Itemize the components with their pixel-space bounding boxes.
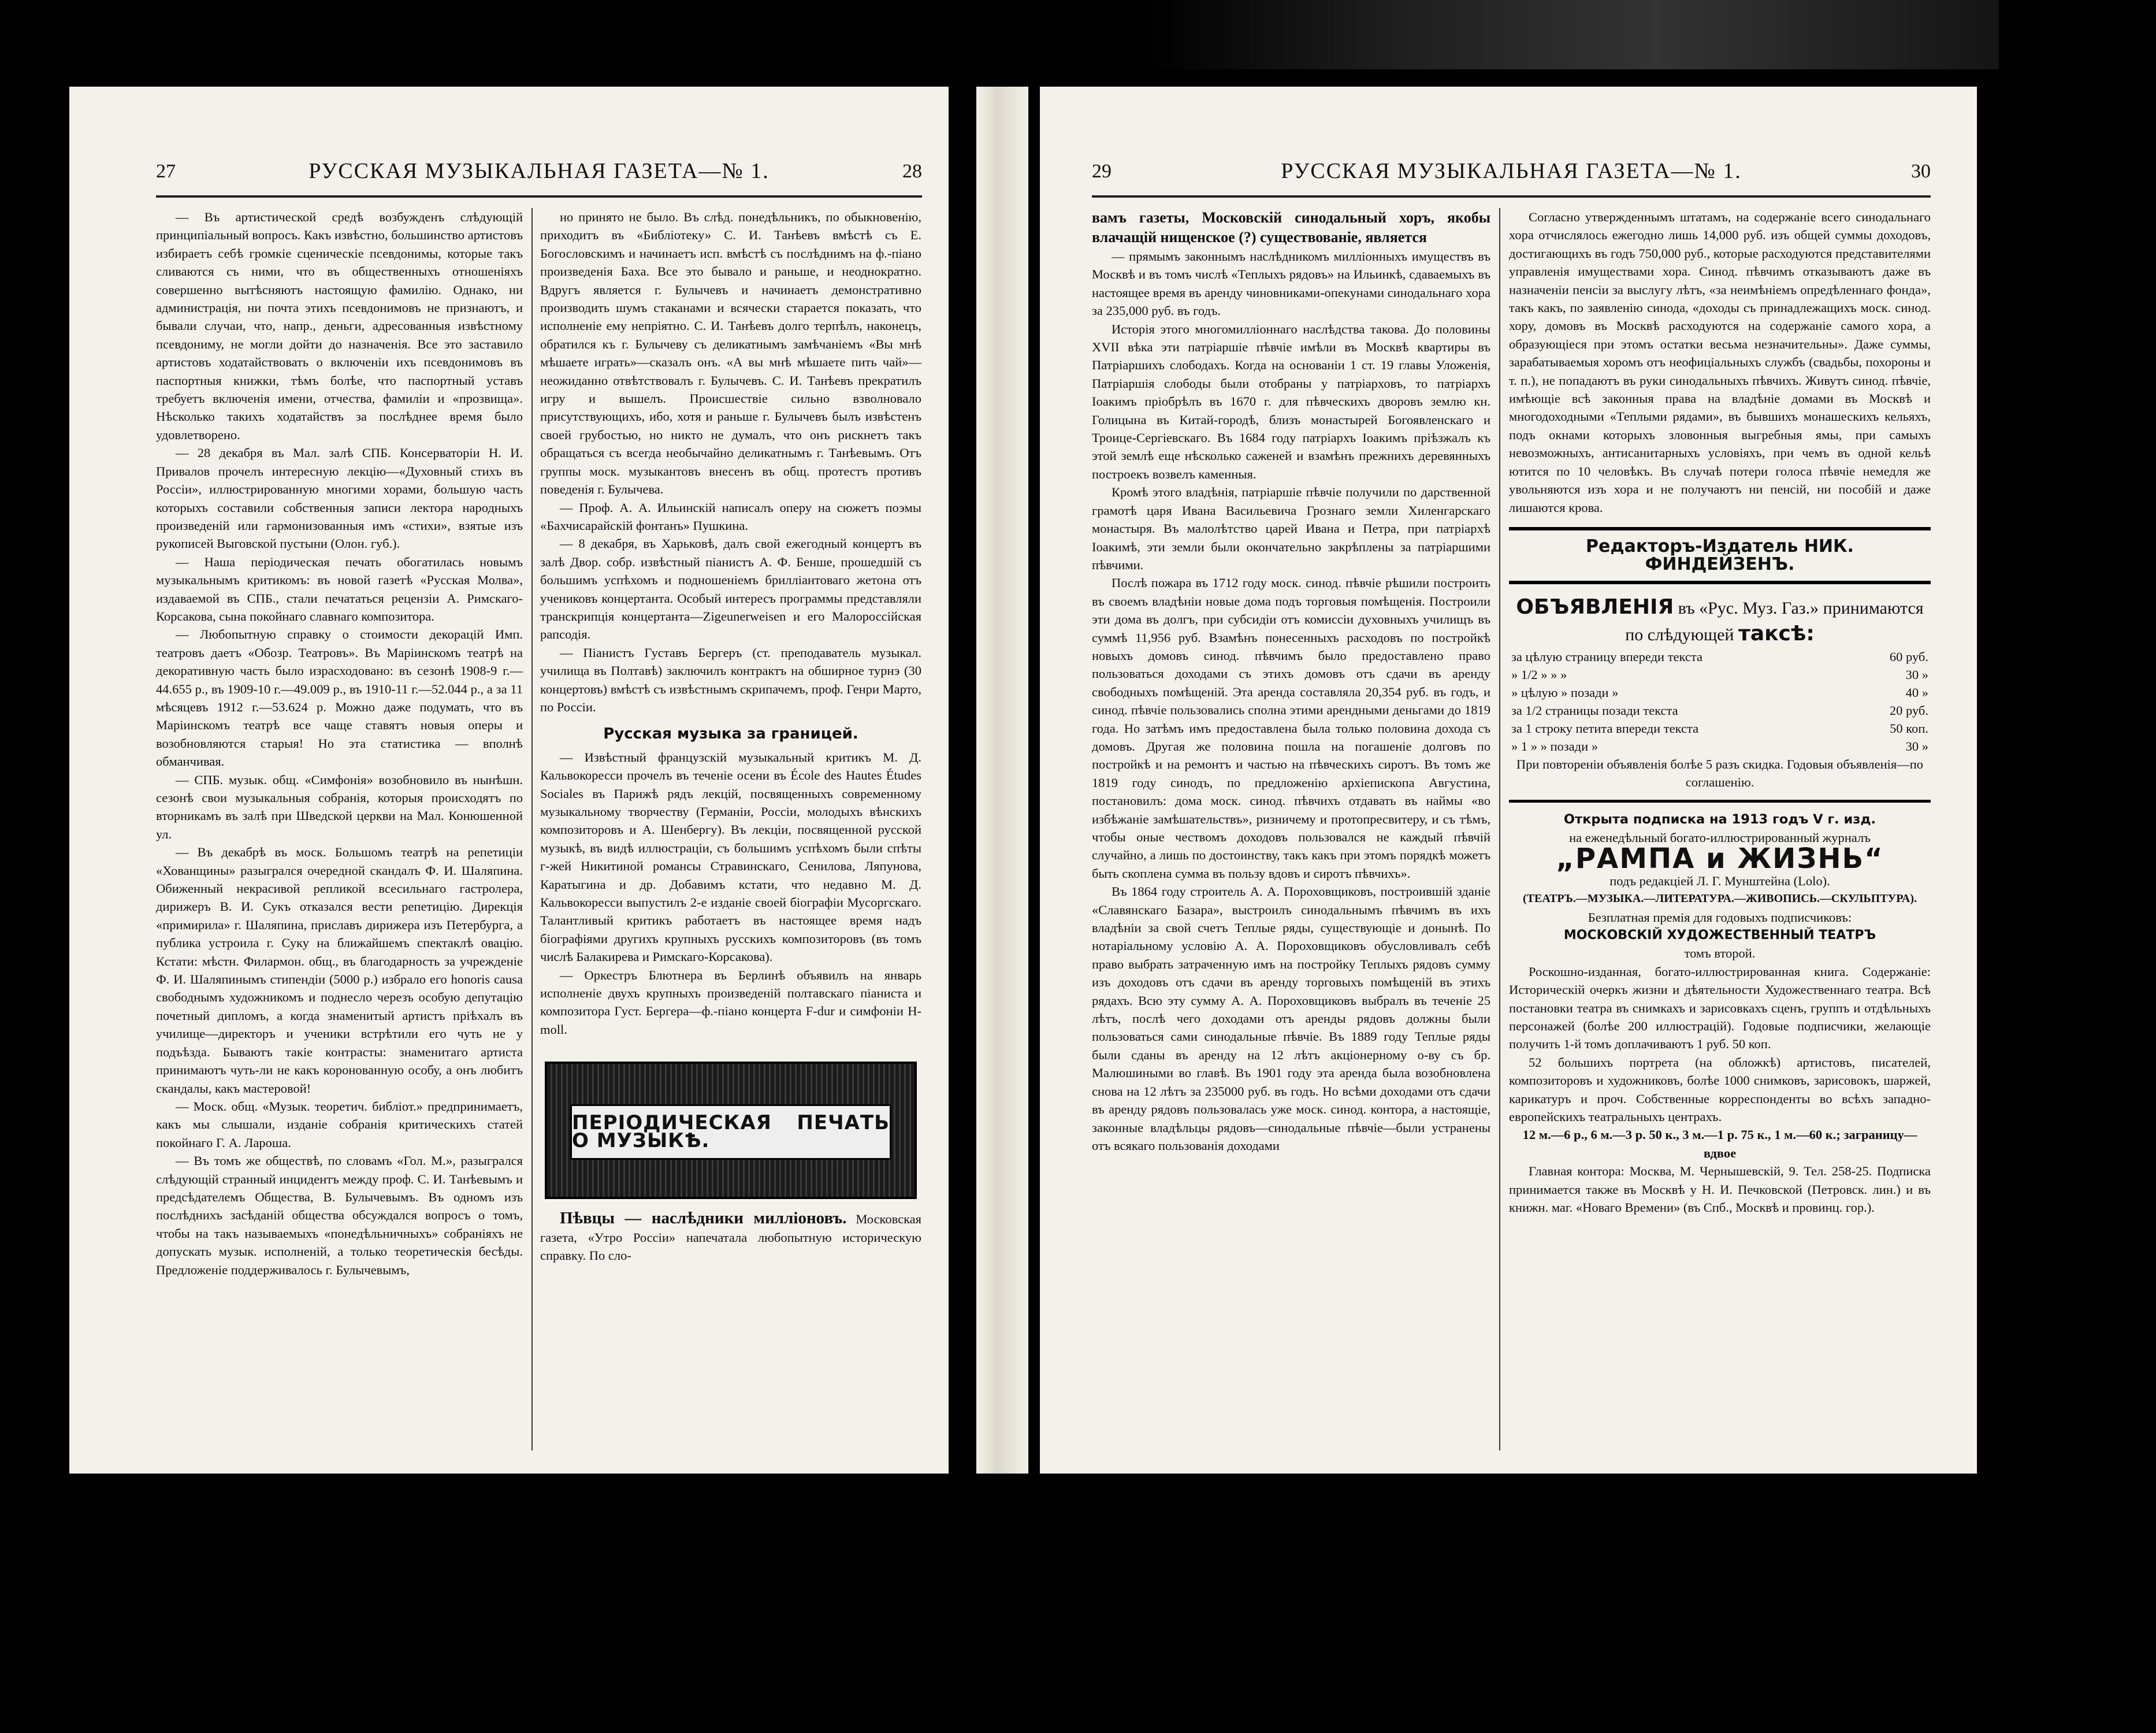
section-heading-abroad: Русская музыка за границей.	[603, 725, 858, 743]
scanner-edge-artifact	[1144, 0, 1999, 69]
portraits-description: 52 большихъ портрета (на обложкѣ) артистовъ, писателей, композиторовъ и художниковъ, болѣе 1000 снимковъ, зарисовокъ, шаржей, карикатуръ и проч. Собственные корреспонденты во всѣхъ западно-европейскихъ театральныхъ центрахъ.	[1509, 1055, 1931, 1125]
rate-price: 20 руб.	[1889, 703, 1928, 718]
column-rule	[1499, 208, 1500, 1450]
news-item: — Наша періодическая печать обогатилась новымъ музыкальнымъ критикомъ: въ новой газетѣ «Русская Молва», издаваемой въ СПБ., стали печататься рецензіи А. Римскаго-Корсакова, сына покойнаго славнаго композитора.	[156, 554, 523, 624]
press-item-lead: Пѣвцы — наслѣдники милліоновъ.	[560, 1209, 847, 1228]
rate-label: » цѣлую » позади »	[1511, 685, 1619, 700]
separator	[1509, 800, 1931, 803]
rate-price: 60 руб.	[1889, 649, 1928, 664]
premium-line: Безплатная премія для годовыхъ подписчиковъ:	[1588, 910, 1852, 925]
subscription-heading: Открыта подписка на 1913 годъ V г. изд.	[1563, 811, 1876, 827]
news-item: — Оркестръ Блютнера въ Берлинѣ объявилъ на январь исполненіе двухъ крупныхъ произведеній полтавскаго піаниста и композитора Густ. Бергера—ф.-піано концерта F-dur и симфоніи H-moll.	[540, 967, 921, 1037]
newspaper-title: РУССКАЯ МУЗЫКАЛЬНАЯ ГАЗЕТА—№ 1.	[308, 159, 770, 183]
book-gutter	[976, 87, 1028, 1474]
rate-label: » 1 » » позади »	[1511, 739, 1599, 754]
news-item: но принято не было. Въ слѣд. понедѣльникъ, по обыкновенію, приходитъ въ «Библіотеку» С. И. Танѣевъ вмѣстѣ съ Е. Богословскимъ и начинаетъ исп. вмѣстѣ съ послѣднимъ на ф.-піано произведенія Баха. Все это бывало и раньше, и неоднократно. Вдругъ является г. Булычевъ и начинаетъ демонстративно производить шумъ стаканами и всячески старается показать, что исполненіе ему непріятно. С. И. Танѣевъ долго терпѣлъ, наконецъ, обратился къ г. Булычеву съ деликатнымъ замѣчаніемъ «Вы мнѣ мѣшаете играть»—сказалъ онъ. «А вы мнѣ мѣшаете пить чай»—неожиданно отвѣтствовалъ г. Булычевъ. С. И. Танѣевъ прекратилъ игру и вышелъ. Происшествіе сильно взволновало присутствующихъ, ибо, хотя и раньше г. Булычевъ былъ извѣстенъ своей грубостью, но никто не думалъ, что онъ рискнетъ такъ обращаться съ всегда необычайно деликатнымъ г. Танѣевымъ. Отъ группы моск. музыкантовъ внесенъ въ общ. протестъ противъ поведенія г. Булычева.	[540, 210, 921, 497]
adv-title-rest: въ «Рус. Муз. Газ.» принимаются по слѣдующей	[1625, 598, 1924, 644]
editor-publisher-line: Редакторъ-Издатель НИК. ФИНДЕЙЗЕНЪ.	[1509, 527, 1931, 584]
rate-row	[1509, 719, 1931, 737]
office-address: Главная контора: Москва, М. Чернышевскій, 9. Тел. 258-25. Подписка принимается также въ Москвѣ у Н. И. Печковской (Петровск. лин.) и въ книжн. маг. «Новаго Времени» (въ Спб., Москвѣ и провинц. гор.).	[1509, 1164, 1931, 1215]
adv-note: При повтореніи объявленія болѣе 5 разъ скидка. Годовыя объявленія—по соглашенію.	[1516, 756, 1924, 790]
news-item: — 28 декабря въ Мал. залѣ СПБ. Консерваторіи Н. И. Привалов прочелъ интересную лекцію—«Духовный стихъ въ Россіи», иллюстрированную многими хорами, большую часть которыхъ составили собственныя записи лектора народныхъ произведеній или гармонизованныя имъ «стихи», взятые изъ рукописей Выговской пустыни (Олон. губ.).	[156, 446, 523, 551]
rate-price: 40 »	[1905, 685, 1928, 700]
article-paragraph: Въ 1864 году строитель А. А. Пороховщиковъ, построившій зданіе «Славянскаго Базара», выстроилъ синодальнымъ пѣвчимъ въ ихъ владѣніи за свой счетъ Теплые ряды, существующіе и донынѣ. По нотаріальному условію А. А. Пороховщиковъ обусловливалъ себѣ право выбрать затраченную имъ на постройку Теплыхъ рядовъ сумму изъ доходовъ отъ сдачи въ аренду торговыхъ помѣщеній въ этихъ рядахъ. Всю эту сумму А. А. Пороховщиковъ выбралъ въ теченіе 25 лѣтъ, послѣ чего доходами отъ аренды рядовъ должны были пользоваться сами синодальные пѣвчіе. Въ 1889 году Теплые ряды были сданы въ аренду на 12 лѣтъ акціонерному о-ву съ бр. Малюшиными во главѣ. Въ 1901 году эта аренда была возобновлена снова на 12 лѣтъ за 235000 руб. въ годъ. Но всѣми доходами отъ сдачи въ аренду рядовъ пользовалась уже моск. синод. контора, а настоящіе, законные владѣльцы рядовъ—синодальные пѣвчіе—были устранены отъ всякаго пользованія доходами	[1092, 884, 1490, 1153]
rate-row	[1509, 737, 1931, 755]
periodical-press-banner	[545, 1062, 917, 1199]
article-lead: вамъ газеты, Московскій синодальный хоръ, якобы влачащій нищенское (?) существованіе, является	[1092, 209, 1490, 246]
right-page-header	[1092, 155, 1931, 198]
news-item: — Моск. общ. «Музык. теоретич. библіот.» предпринимаетъ, какъ мы слышали, изданіе собранія критическихъ статей покойнаго Г. А. Лароша.	[156, 1099, 523, 1150]
right-column-1	[1092, 208, 1490, 1155]
newspaper-title: РУССКАЯ МУЗЫКАЛЬНАЯ ГАЗЕТА—№ 1.	[1281, 159, 1742, 183]
page-number-30: 30	[1911, 161, 1931, 182]
rate-label: за 1/2 страницы позади текста	[1511, 703, 1678, 718]
news-item: — Извѣстный французскій музыкальный критикъ М. Д. Кальвокоресси прочелъ въ теченіе осени въ École des Hautes Études Sociales въ Парижѣ рядъ лекцій, посвященныхъ современному музыкальному творчеству (Германіи, Россіи, молодыхъ вѣнскихъ композиторовъ и А. Шенбергу). Въ лекціи, посвященной русской музыкѣ, въ видѣ иллюстраціи, съ большимъ успѣхомъ были спѣты г-жей Никитиной романсы Стравинскаго, Сенилова, Ляпунова, Каратыгина и др. Добавимъ кстати, что недавно М. Д. Кальвокоресси выпустилъ 2-е изданіе своей біографіи Мусоргскаго. Талантливый критикъ работаетъ въ настоящее время надъ біографіями другихъ крупныхъ русскихъ композиторовъ (въ томъ числѣ Балакирева и Римскаго-Корсакова).	[540, 749, 921, 964]
news-item: — Въ декабрѣ въ моск. Большомъ театрѣ на репетиціи «Хованщины» разыгрался очередной скандалъ Ф. И. Шаляпина. Обиженный некрасивой репликой всесильнаго гастролера, дирижеръ В. И. Сукъ отказался вести репетицію. Дирекція «примирила» г. Шаляпина, приславъ дирижера изъ Петербурга, а публика устроила г. Суку на ближайшемъ спектаклѣ овацію. Кстати: мѣстн. Филармон. общ., въ благодарность за учрежденіе Ф. И. Шаляпинымъ стипендіи (5000 р.) избрало его honoris causa свободнымъ художникомъ и поднесло черезъ особую депутацію почетный дипломъ, а когда знаменитый артистъ пріѣхалъ въ училище—директоръ и ученики встрѣтили его чуть не у подъѣзда. Бываютъ такіе контрасты: знаменитаго артиста принимаютъ чуть-ли не какъ коронованную особу, а онъ любитъ скандалы, какъ мастеровой!	[156, 845, 523, 1096]
press-item-text: Московская газета, «Утро Россіи» напечатала любопытную историческую справку. По сло-	[540, 1212, 921, 1263]
article-paragraph: — прямымъ законнымъ наслѣдникомъ милліонныхъ имуществъ въ Москвѣ и въ томъ числѣ «Теплыхъ рядовъ» на Ильинкѣ, сдаваемыхъ въ настоящее время въ аренду чиновниками-опекунами синодальнаго хора за 235,000 руб. въ годъ.	[1092, 249, 1490, 318]
news-item: — Проф. А. А. Ильинскій написалъ оперу на сюжетъ поэмы «Бахчисарайскій фонтанъ» Пушкина.	[540, 500, 921, 533]
page-number-28: 28	[902, 161, 922, 182]
banner-title: ПЕРІОДИЧЕСКАЯ ПЕЧАТЬ О МУЗЫКѢ.	[570, 1104, 891, 1160]
subscription-prices: 12 м.—6 р., 6 м.—3 р. 50 к., 3 м.—1 р. 75 к., 1 м.—60 к.; заграницу—вдвое	[1522, 1127, 1917, 1160]
journal-topics: (ТЕАТРЪ.—МУЗЫКА.—ЛИТЕРАТУРА.—ЖИВОПИСЬ.—СКУЛЬПТУРА).	[1523, 892, 1917, 906]
news-item: — Въ артистической средѣ возбужденъ слѣдующій принципіальный вопросъ. Какъ извѣстно, большинство артистовъ избираетъ себѣ громкіе сценическіе псевдонимы, которые такъ сливаются съ ними, что въ общественныхъ отношеніяхъ совершенно вытѣсняютъ настоящую фамилію. Однако, ни администрація, ни почта этихъ псевдонимовъ не признаютъ, и бывали случаи, что, напр., деньги, адресованныя извѣстному псевдониму, не могли дойти до назначенія. Все это заставило артистовъ ходатайствовать о включеніи ихъ псевдонимовъ въ паспортныя книжки, тѣмъ болѣе, что паспортный уставъ требуетъ включенія имени, отчества, фамиліи и «прозвища». Нѣсколько такихъ ходатайствъ за послѣднее время было удовлетворено.	[156, 210, 523, 442]
ad-rates-table	[1509, 648, 1931, 755]
right-page	[1040, 87, 1977, 1474]
premium-title: МОСКОВСКІЙ ХУДОЖЕСТВЕННЫЙ ТЕАТРЪ	[1563, 927, 1876, 942]
journal-editor: подъ редакціей Л. Г. Мунштейна (Lolo).	[1609, 873, 1830, 888]
adv-tariff: таксѣ:	[1738, 621, 1815, 645]
subscription-kind: на еженедѣльный богато-иллюстрированный журналъ	[1569, 830, 1871, 845]
article-paragraph: Послѣ пожара въ 1712 году моск. синод. пѣвчіе рѣшили построить въ своемъ владѣніи новые дома подъ торговыя помѣщенія. Построили эти дома въ долгъ, при субсидіи отъ комиссіи духовныхъ училищъ въ суммѣ 11,956 руб. Взамѣнъ понесенныхъ расходовъ по постройкѣ новыхъ домовъ синод. пѣвчимъ было предоставлено право пользоваться доходами съ этихъ домовъ отъ сдачи въ аренду свободныхъ помѣщеній. Эта аренда составляла 20,354 руб. въ годъ, и синод. пѣвчіе пользовались сполна этими арендными деньгами до 1819 года. Но затѣмъ имъ предоставлена была только половина дохода съ домовъ. Другая же половина пошла на погашеніе долговъ по постройкѣ и на ремонтъ и частью на пѣвческихъ сиротъ. Въ томъ же 1819 году синодъ, по предложенію архіепископа Августина, постановилъ: дома моск. синод. пѣвчихъ отдавать въ наймы «во избѣжаніе замѣшательствъ», ризничему и протопресвитеру, и съ тѣмъ, чтобы оные чествомъ доходовъ пользовался не каждый пѣвчій случайно, а лишь по достоинству, такъ какъ при этомъ порядкѣ можетъ быть скоплена сумма въ пользу вдовъ и сиротъ пѣвчихъ».	[1092, 576, 1490, 881]
page-number-29: 29	[1092, 161, 1112, 182]
news-item: — Піанистъ Густавъ Бергеръ (ст. преподаватель музыкал. училища въ Полтавѣ) заключилъ контрактъ на обширное турнэ (30 концертовъ) вмѣстѣ съ извѣстнымъ скрипачемъ, проф. Генри Марто, по Россіи.	[540, 645, 921, 714]
press-item	[540, 1209, 921, 1264]
news-item: — СПБ. музык. общ. «Симфонія» возобновило въ нынѣшн. сезонѣ свои музыкальныя собранія, которыя происходятъ по вторникамъ въ залѣ при Шведской церкви на Мал. Конюшенной ул.	[156, 772, 523, 841]
article-paragraph: Согласно утвержденнымъ штатамъ, на содержаніе всего синодальнаго хора отчислялось ежегодно лишь 14,000 руб. изъ общей суммы доходовъ, достигающихъ въ годъ 750,000 руб., которые расходуются представителями управленія имуществами хора. Синод. пѣвчимъ отказываютъ даже въ назначеніи пенсіи за выслугу лѣтъ, «за неимѣніемъ опредѣленнаго фонда», такъ какъ, по заявленію синода, «доходы съ принадлежащихъ моск. синод. хору, домовъ въ Москвѣ расходуются на содержаніе самого хора, а образующіеся при этомъ остатки весьма незначительны». Даже суммы, зарабатываемыя хоромъ отъ неофиціальныхъ службъ (свадьбы, похороны и т. п.), не попадаютъ въ руки синодальныхъ пѣвчихъ. Живутъ синод. пѣвчіе, имѣющіе всѣ законныя права на владѣніе домами въ Москвѣ и многодоходными «Теплыми рядами», въ бывшихъ монашескихъ кельяхъ, подъ окнами которыхъ зловонныя выгребныя ямы, при самыхъ невозможныхъ, антисанитарныхъ условіяхъ, при чемъ въ одной кельѣ ютится по 10 человѣкъ. Въ случаѣ потери голоса пѣвчіе немедля же увольняются изъ хора и не получаютъ ни пенсій, ни пособій и даже лишаются крова.	[1509, 210, 1931, 515]
premium-description: Роскошно-изданная, богато-иллюстрированная книга. Содержаніе: Историческій очеркъ жизни и дѣятельности Художественнаго театра. Всѣ постановки театра въ снимкахъ и зарисовкахъ сценъ, группъ и отдѣльныхъ персонажей (болѣе 200 иллюстрацій). Годовые подписчики, желающіе получить 1-й томъ доплачиваютъ 1 руб. 50 коп.	[1509, 964, 1931, 1052]
rate-label: за 1 строку петита впереди текста	[1511, 721, 1699, 736]
rate-row	[1509, 702, 1931, 719]
page-number-27: 27	[156, 161, 176, 182]
rate-label: » 1/2 » » »	[1511, 667, 1567, 682]
left-column-1	[156, 208, 523, 1279]
rate-price: 30 »	[1905, 739, 1928, 754]
advertising-heading	[1509, 595, 1931, 648]
article-paragraph: Кромѣ этого владѣнія, патріаршіе пѣвчіе получили по дарственной грамотѣ царя Ивана Васильевича Грознаго земли Хиленгарскаго монастыря. Въ малолѣтство царей Ивана и Петра, при патріархѣ Іоакимѣ, эти земли были окончательно закрѣплены за патріаршими пѣвчими.	[1092, 485, 1490, 572]
article-paragraph: Исторія этого многомилліоннаго наслѣдства такова. До половины XVII вѣка эти патріаршіе пѣвчіе имѣли въ Москвѣ квартиры въ Патріаршихъ слободахъ. Когда на основаніи 1 ст. 19 главы Уложенія, Патріаршія слободы были отобраны у патріарховъ, то патріархъ Іоакимъ пріобрѣлъ въ 1670 г. для пѣвческихъ дворовъ землю кн. Голицына въ Китай-городѣ, близъ монастырей Богоявленскаго и Троице-Сергіевскаго. Въ 1684 году патріархъ Іоакимъ пріѣзжалъ къ этой землѣ еще нѣсколько саженей и взамѣнъ прежнихъ деревянныхъ построекъ возвелъ каменныя.	[1092, 321, 1490, 481]
rate-price: 30 »	[1905, 667, 1928, 682]
news-item: — Въ томъ же обществѣ, по словамъ «Гол. М.», разыгрался слѣдующій странный инцидентъ между проф. С. И. Танѣевымъ и предсѣдателемъ Общества, В. Булычевымъ. Въ одномъ изъ послѣднихъ засѣданій общества обсуждался вопросъ о томъ, чтобы на такъ называемыхъ «понедѣльничныхъ» собраніяхъ не допускать музык. исполненій, а только теоретическія бесѣды. Предложеніе поддерживалось г. Булычевымъ,	[156, 1153, 523, 1277]
premium-volume: томъ второй.	[1684, 946, 1756, 961]
right-column-2	[1509, 208, 1931, 1216]
rate-row	[1509, 648, 1931, 666]
adv-title: ОБЪЯВЛЕНІЯ	[1516, 595, 1674, 619]
left-column-2	[540, 208, 921, 1265]
news-item: — 8 декабря, въ Харьковѣ, далъ свой ежегодный концертъ въ залѣ Двор. собр. извѣстный піанистъ А. Ф. Бенше, прошедшій съ большимъ успѣхомъ и подношеніемъ бриллiантоваго жетона отъ учениковъ концертанта. Особый интересъ программы представляли транскрипція концертанта—Zigeunerweisen и его Малороссійская рапсодія.	[540, 536, 921, 642]
rate-label: за цѣлую страницу впереди текста	[1511, 649, 1703, 664]
journal-title: „РАМПА и ЖИЗНЬ“	[1556, 843, 1884, 875]
left-page-header	[156, 155, 922, 198]
rate-row	[1509, 666, 1931, 684]
rate-row	[1509, 684, 1931, 702]
news-item: — Любопытную справку о стоимости декорацій Имп. театровъ даетъ «Обозр. Театровъ». Въ Маріинскомъ театрѣ на декоративную часть было израсходовано: въ сезонѣ 1908-9 г.—44.655 р., въ 1909-10 г.—49.009 р., въ 1910-11 г.—52.044 р., а за 11 мѣсяцевъ 1912 г.—53.624 р. Можно даже подумать, что въ Маріинскомъ театрѣ все чаще ставятъ новыя оперы и возобновляются старыя! Но эта статистика — вполнѣ обманчивая.	[156, 627, 523, 769]
column-rule	[531, 208, 533, 1450]
rate-price: 50 коп.	[1890, 721, 1928, 736]
left-page	[69, 87, 949, 1474]
